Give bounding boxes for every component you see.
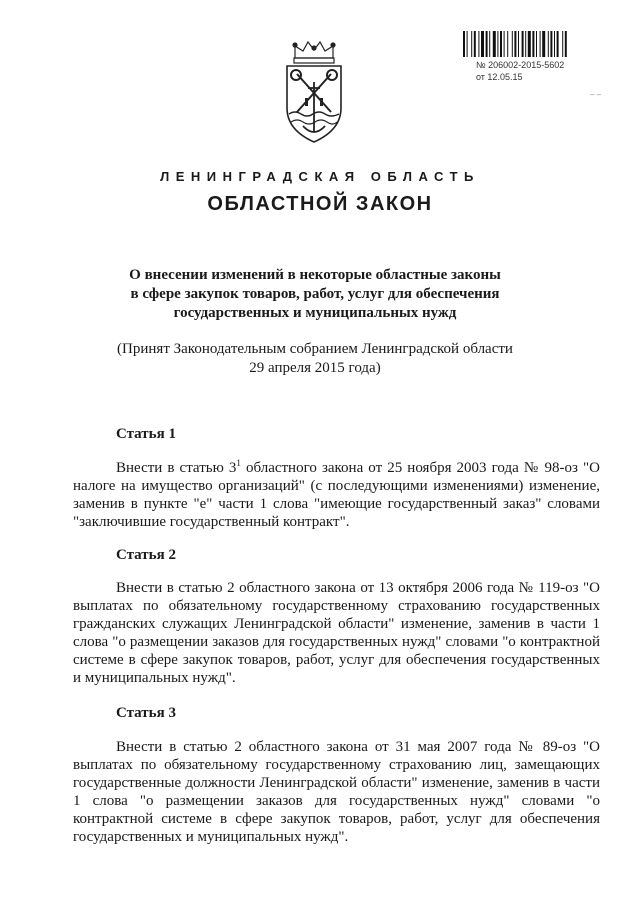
- article-text: Внести в статью 2 областного закона от 31 мая 2007 года № 89-оз "О выплатах по обязательному государственному страхованию лиц, замещающих государственные должности Ленинградской области" изменение, заменив в части 1 слова "о размещении заказов для государственных нужд" словами "о контрактной системе в сфере закупок товаров, работ, услуг для обеспечения государственных и муниципальных нужд".: [73, 739, 600, 845]
- law-title-line: О внесении изменений в некоторые областные законы: [129, 267, 501, 283]
- law-title: [60, 266, 570, 323]
- registration-number: № 206002-2015-5602: [476, 60, 565, 70]
- registration-date: от 12.05.15: [476, 72, 523, 82]
- adoption-note-line: (Принят Законодательным собранием Ленинградской области: [117, 341, 513, 357]
- article-text: [73, 459, 600, 531]
- law-type-heading: ОБЛАСТНОЙ ЗАКОН: [207, 193, 433, 215]
- law-title-line: в сфере закупок товаров, работ, услуг для обеспечения: [130, 286, 500, 302]
- coat-of-arms-emblem: [281, 38, 347, 146]
- adoption-note-line: 29 апреля 2015 года): [249, 360, 381, 376]
- article-heading: Статья 1: [116, 426, 176, 442]
- law-title-line: государственных и муниципальных нужд: [173, 305, 457, 321]
- article-heading: Статья 3: [116, 705, 176, 721]
- barcode: [463, 31, 621, 57]
- article-text-part: областного закона от 25 ноября 2003 года № 98-оз "О налоге на имущество организаций" (с последующими изменениями) изменение, заменив в пункте "е" части 1 слова "имеющие государственный заказ" словами "заключившие государственный контракт".: [73, 460, 600, 530]
- article-text-part: Внести в статью 3: [116, 460, 237, 476]
- registration-stamp: [476, 59, 564, 83]
- adoption-note: [60, 340, 570, 378]
- article-heading: Статья 2: [116, 547, 176, 563]
- superscript: 1: [236, 458, 241, 468]
- margin-mark: – –: [590, 90, 602, 99]
- region-heading: ЛЕНИНГРАДСКАЯ ОБЛАСТЬ: [160, 169, 480, 184]
- article-text: Внести в статью 2 областного закона от 13 октября 2006 года № 119-оз "О выплатах по обязательному государственному страхованию государственных гражданских служащих Ленинградской области" изменение, заменив в части 1 слова "о размещении заказов для государственных нужд" словами "о контрактной системе в сфере закупок товаров, работ, услуг для обеспечения государственных и муниципальных нужд".: [73, 580, 600, 686]
